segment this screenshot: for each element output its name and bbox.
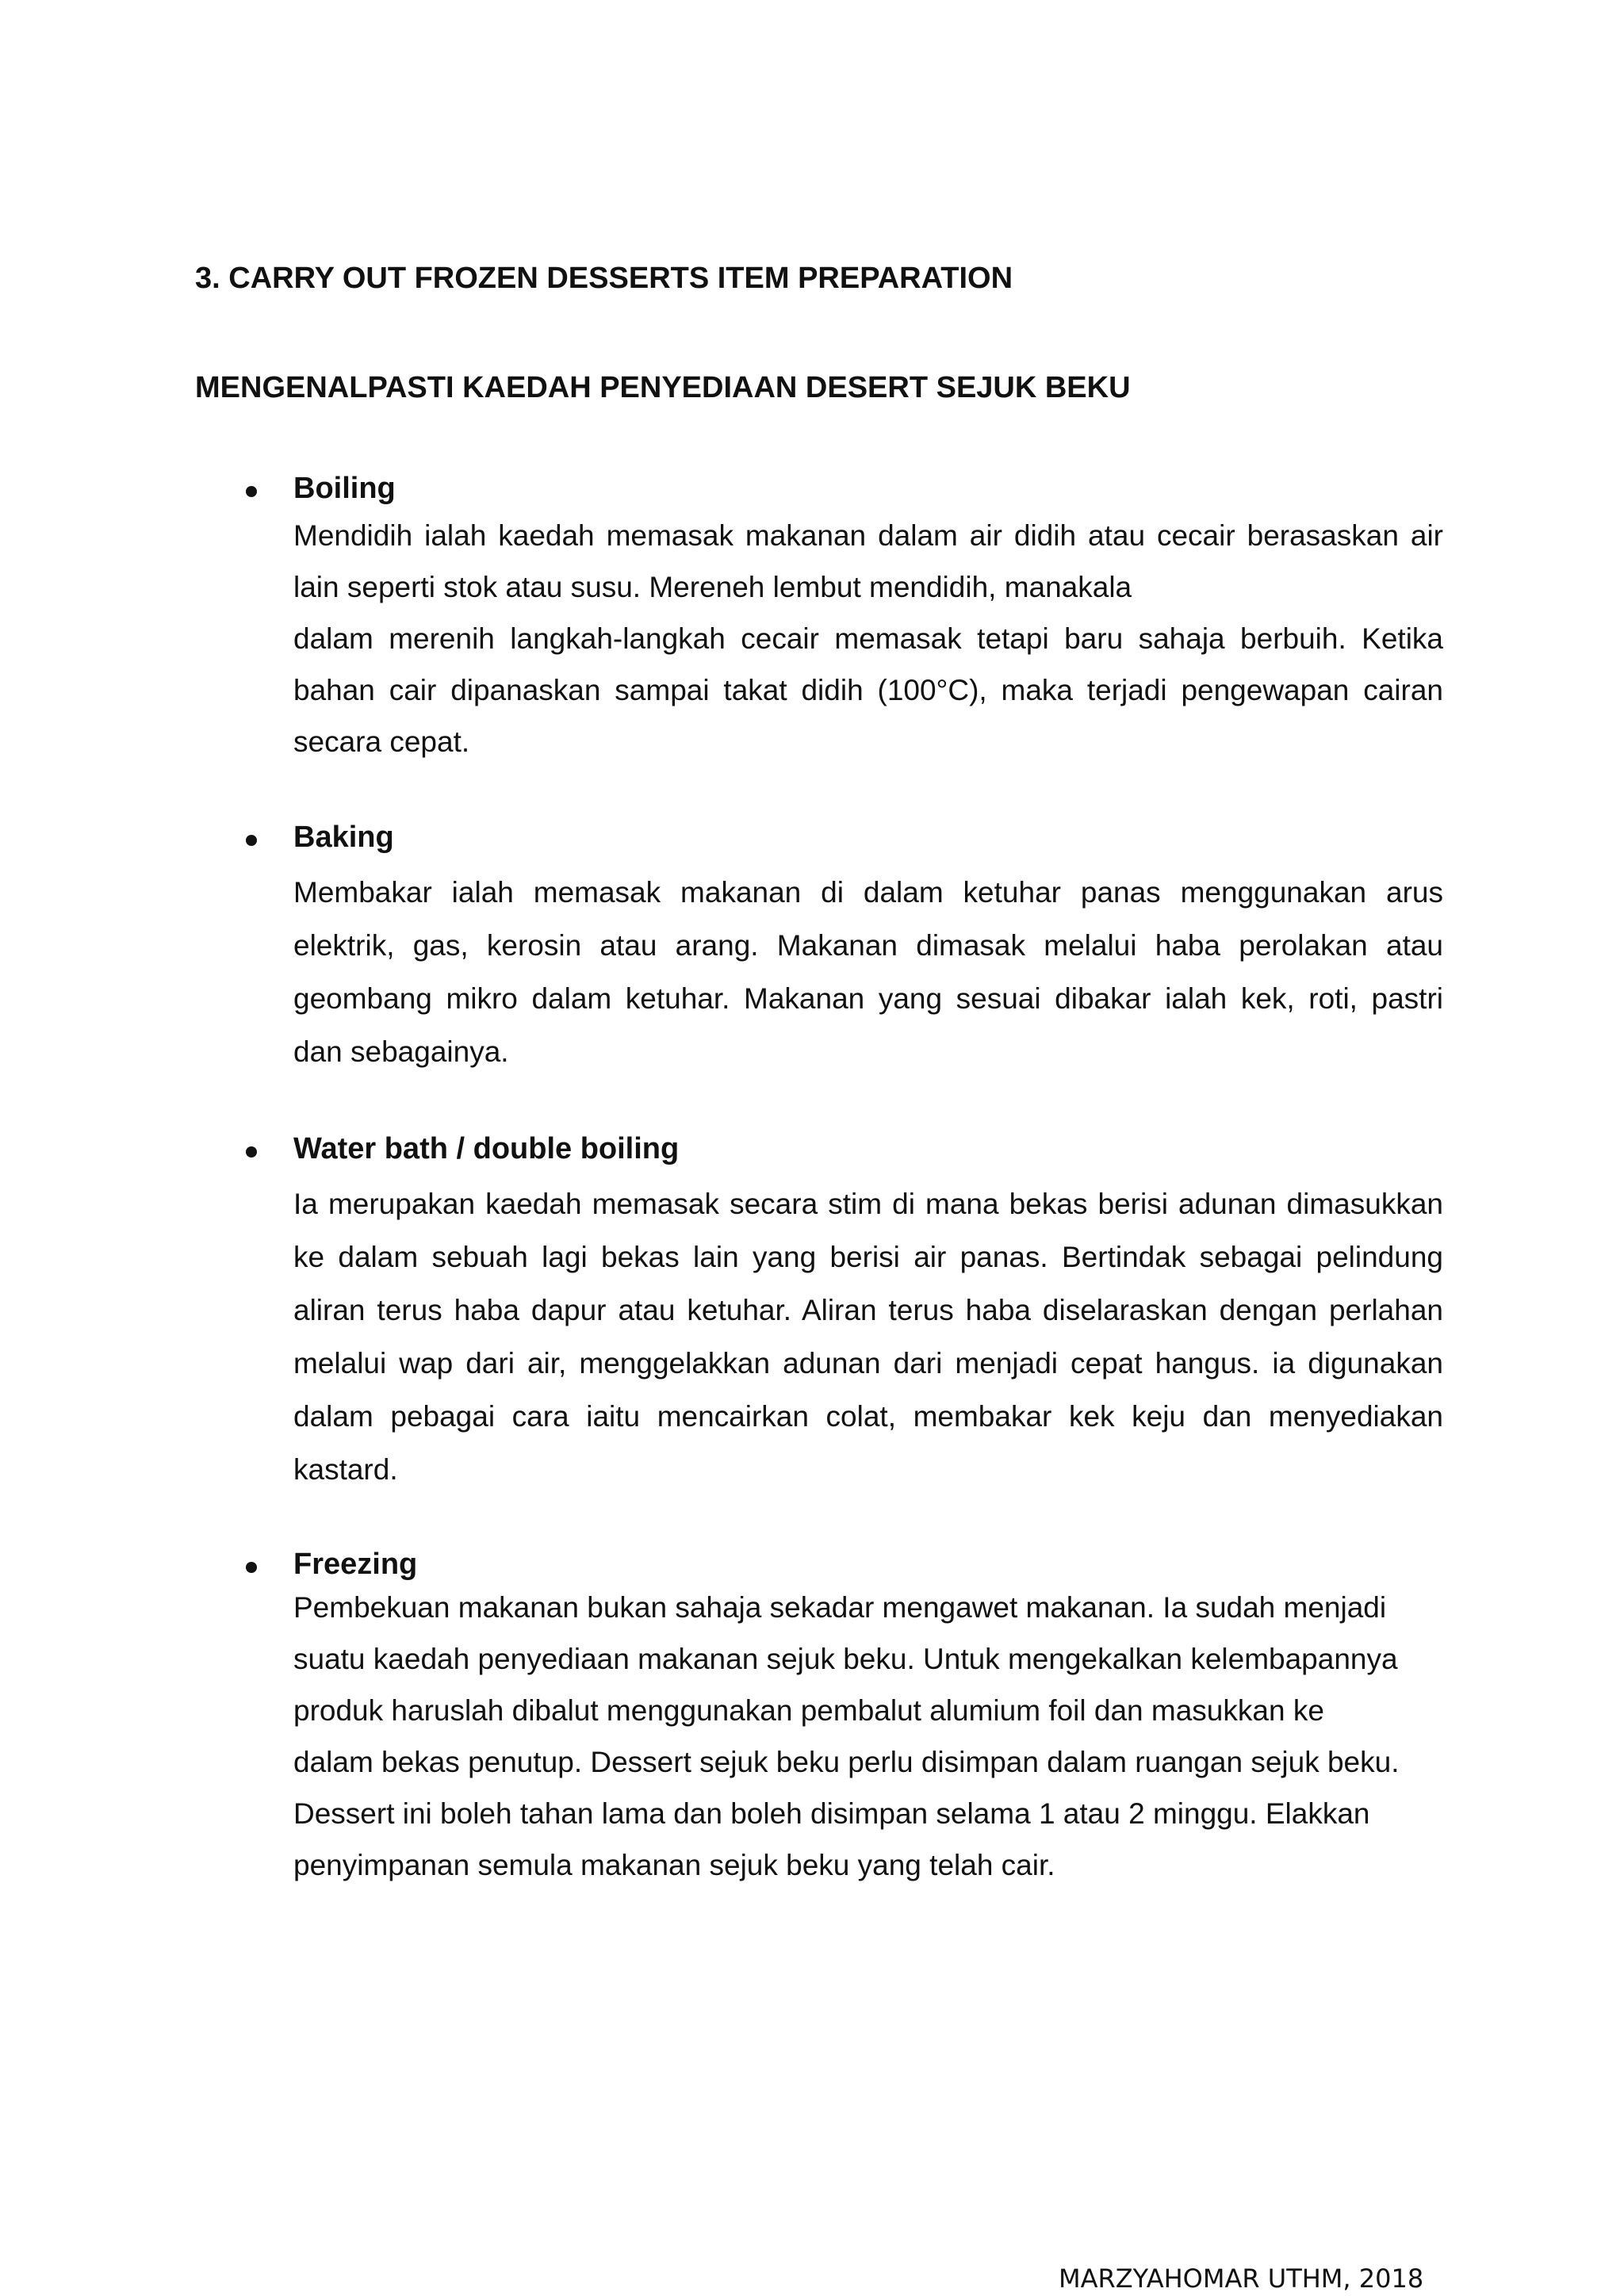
section-title: Water bath / double boiling [293, 1132, 680, 1165]
section-line: dalam merenih langkah-langkah cecair memasak tetapi baru sahaja berbuih. Ketika [293, 622, 1443, 655]
page-footer: MARZYAHOMAR UTHM, 2018 [1059, 2263, 1424, 2294]
bullet-icon [246, 1146, 257, 1158]
section-line: Membakar ialah memasak makanan di dalam ketuhar panas menggunakan arus [293, 876, 1443, 909]
section-line: aliran terus haba dapur atau ketuhar. Aliran terus haba diselaraskan dengan perlahan [293, 1294, 1443, 1326]
section-line: dalam pebagai cara iaitu mencairkan colat, membakar kek keju dan menyediakan [293, 1400, 1443, 1433]
page-subtitle: MENGENALPASTI KAEDAH PENYEDIAAN DESERT SEJUK BEKU [195, 371, 1131, 404]
section-line: produk haruslah dibalut menggunakan pembalut alumium foil dan masukkan ke [293, 1694, 1324, 1727]
section-line: geombang mikro dalam ketuhar. Makanan yang sesuai dibakar ialah kek, roti, pastri [293, 982, 1443, 1015]
section-line: penyimpanan semula makanan sejuk beku yang telah cair. [293, 1849, 1055, 1881]
section-title: Boiling [293, 472, 396, 505]
section-line: kastard. [293, 1453, 398, 1486]
section-line: lain seperti stok atau susu. Mereneh lembut mendidih, manakala [293, 571, 1132, 603]
section-line: elektrik, gas, kerosin atau arang. Makanan dimasak melalui haba perolakan atau [293, 929, 1443, 962]
section-line: dan sebagainya. [293, 1035, 509, 1068]
section-line: ke dalam sebuah lagi bekas lain yang berisi air panas. Bertindak sebagai pelindung [293, 1241, 1443, 1273]
section-line: Pembekuan makanan bukan sahaja sekadar mengawet makanan. Ia sudah menjadi [293, 1591, 1387, 1624]
bullet-icon [246, 486, 257, 497]
section-line: dalam bekas penutup. Dessert sejuk beku perlu disimpan dalam ruangan sejuk beku. [293, 1746, 1400, 1778]
section-line: Ia merupakan kaedah memasak secara stim di mana bekas berisi adunan dimasukkan [293, 1188, 1443, 1220]
section-title: Freezing [293, 1548, 418, 1581]
section-title: Baking [293, 821, 394, 854]
section-line: suatu kaedah penyediaan makanan sejuk beku. Untuk mengekalkan kelembapannya [293, 1643, 1398, 1675]
bullet-icon [246, 835, 257, 846]
section-line: melalui wap dari air, menggelakkan adunan dari menjadi cepat hangus. ia digunakan [293, 1347, 1443, 1380]
bullet-icon [246, 1562, 257, 1573]
section-line: secara cepat. [293, 725, 470, 758]
section-line: bahan cair dipanaskan sampai takat didih (100°C), maka terjadi pengewapan cairan [293, 674, 1443, 706]
page-title: 3. CARRY OUT FROZEN DESSERTS ITEM PREPARATION [195, 262, 1013, 295]
section-line: Mendidih ialah kaedah memasak makanan dalam air didih atau cecair berasaskan air [293, 519, 1443, 552]
section-line: Dessert ini boleh tahan lama dan boleh disimpan selama 1 atau 2 minggu. Elakkan [293, 1797, 1370, 1830]
